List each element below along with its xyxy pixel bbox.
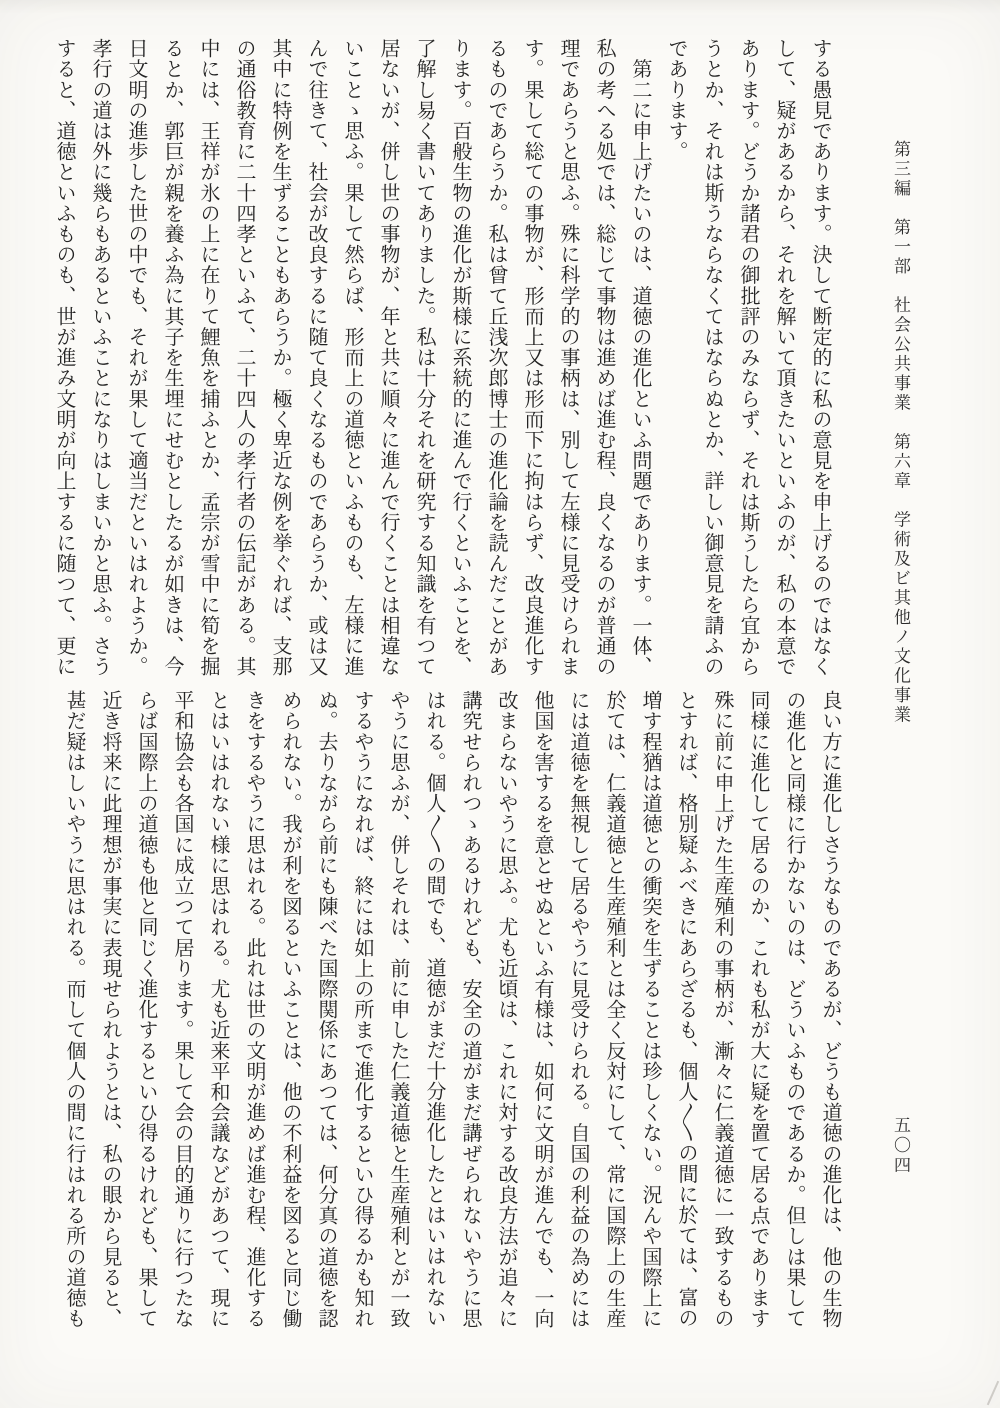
page-number: 五〇四 [891, 1116, 910, 1176]
text-column: には道徳を無視して居るやうに見受けられる。自国の利益の為めには [567, 690, 589, 1329]
text-column: いことゝ思ふ。果して然らば、形而上の道徳といふものも、左様に進 [341, 38, 363, 677]
text-column: 平和協会も各国に成立つて居ります。果して会の目的通りに行つたな [171, 690, 193, 1329]
text-column: す。果して総ての事物が、形而上又は形而下に拘はらず、改良進化す [521, 38, 543, 677]
text-column: 他国を害するを意とせぬといふ有様は、如何に文明が進んでも、一向 [531, 690, 553, 1329]
text-column: らば国際上の道徳も他と同じく進化するといひ得るけれども、果して [135, 690, 157, 1329]
text-column: 其中に特例を生ずることもあらうか。極く卑近な例を挙ぐれば、支那 [269, 38, 291, 677]
text-column: はれる。個人〳〵の間でも、道徳がまだ十分進化したとはいはれない [423, 690, 445, 1328]
text-column: 同様に進化して居るのか、これも私が大に疑を置て居る点であります [747, 690, 769, 1329]
text-column: の進化と同様に行かないのは、どういふものであるか。但しは果して [783, 690, 805, 1329]
scan-shading [0, 0, 1000, 14]
text-column: められない。我が利を図るといふことは、他の不利益を図ると同じ働 [279, 690, 301, 1329]
text-column: する愚見であります。決して断定的に私の意見を申上げるのではなく [809, 38, 831, 677]
text-column: の通俗教育に二十四孝といふて、二十四人の孝行者の伝記がある。其 [233, 38, 255, 677]
text-column: 第二に申上げたいのは、道徳の進化といふ問題であります。一体、 [629, 38, 651, 677]
text-column: うとか、それは斯うならなくてはならぬとか、詳しい御意見を請ふの [701, 38, 723, 677]
text-column: やうに思ふが、併しそれは、前に申した仁義道徳と生産殖利とが一致 [387, 690, 409, 1329]
text-column: とはいはれない様に思はれる。尤も近来平和会議などがあつて、現に [207, 690, 229, 1329]
page-curl-mark [987, 1381, 999, 1406]
text-column: ぬ。去りながら前にも陳べた国際関係にあつては、何分真の道徳を認 [315, 690, 337, 1329]
text-column: るとか、郭巨が親を養ふ為に其子を生埋にせむとしたるが如きは、今 [161, 38, 183, 677]
text-column: 講究せられつゝあるけれども、安全の道がまだ講ぜられないやうに思 [459, 690, 481, 1329]
text-column: 日文明の進歩した世の中でも、それが果して適当だといはれようか。 [125, 38, 147, 677]
text-column: 良い方に進化しさうなものであるが、どうも道徳の進化は、他の生物 [819, 690, 841, 1329]
text-column: 了解し易く書いてありました。私は十分それを研究する知識を有つて [413, 38, 435, 677]
text-column: 居ないが、併し世の事物が、年と共に順々に進んで行くことは相違な [377, 38, 399, 677]
text-column: 理であらうと思ふ。殊に科学的の事柄は、別して左様に見受けられま [557, 38, 579, 677]
text-column: 増す程猶は道徳との衝突を生ずることは珍しくない。況んや国際上に [639, 690, 661, 1329]
text-column: 私の考へる処では、総じて事物は進めば進む程、良くなるのが普通の [593, 38, 615, 677]
upper-text-block [46, 38, 838, 686]
text-column: あります。どうか諸君の御批評のみならず、それは斯うしたら宜から [737, 38, 759, 677]
text-column: 殊に前に申上げた生産殖利の事柄が、漸々に仁義道徳に一致するもの [711, 690, 733, 1329]
lower-text-block [56, 690, 848, 1338]
text-column: 中には、王祥が氷の上に在りて鯉魚を捕ふとか、孟宗が雪中に筍を掘 [197, 38, 219, 677]
text-column: 改まらないやうに思ふ。尤も近頃は、これに対する改良方法が追々に [495, 690, 517, 1329]
text-column: とすれば、格別疑ふべきにあらざるも、個人〳〵の間に於ては、富の [675, 690, 697, 1328]
text-column: きをするやうに思はれる。此れは世の文明が進めば進む程、進化する [243, 690, 265, 1329]
text-column: るものであらうか。私は曾て丘浅次郎博士の進化論を読んだことがあ [485, 38, 507, 677]
text-column: んで往きて、社会が改良するに随て良くなるものであらうか、或は又 [305, 38, 327, 677]
text-column: するやうになれば、終には如上の所まで進化するといひ得るかも知れ [351, 690, 373, 1329]
running-header: 第三編 第一部 社会公共事業 第六章 学術及ビ其他ノ文化事業 [891, 140, 910, 725]
text-column: すると、道徳といふものも、世が進み文明が向上するに随つて、更に [53, 38, 75, 677]
text-column: ります。百般生物の進化が斯様に系統的に進んで行くといふことを、 [449, 38, 471, 677]
text-column: 甚だ疑はしいやうに思はれる。而して個人の間に行はれる所の道徳も [63, 690, 85, 1329]
text-column: であります。 [665, 38, 687, 162]
text-column: 孝行の道は外に幾らもあるといふことになりはしまいかと思ふ。さう [89, 38, 111, 677]
text-column: 於ては、仁義道徳と生産殖利とは全く反対にして、常に国際上の生産 [603, 690, 625, 1329]
text-column: 近き将来に此理想が事実に表現せられようとは、私の眼から見ると、 [99, 690, 121, 1329]
text-column: して、疑があるから、それを解いて頂きたいといふのが、私の本意で [773, 38, 795, 677]
